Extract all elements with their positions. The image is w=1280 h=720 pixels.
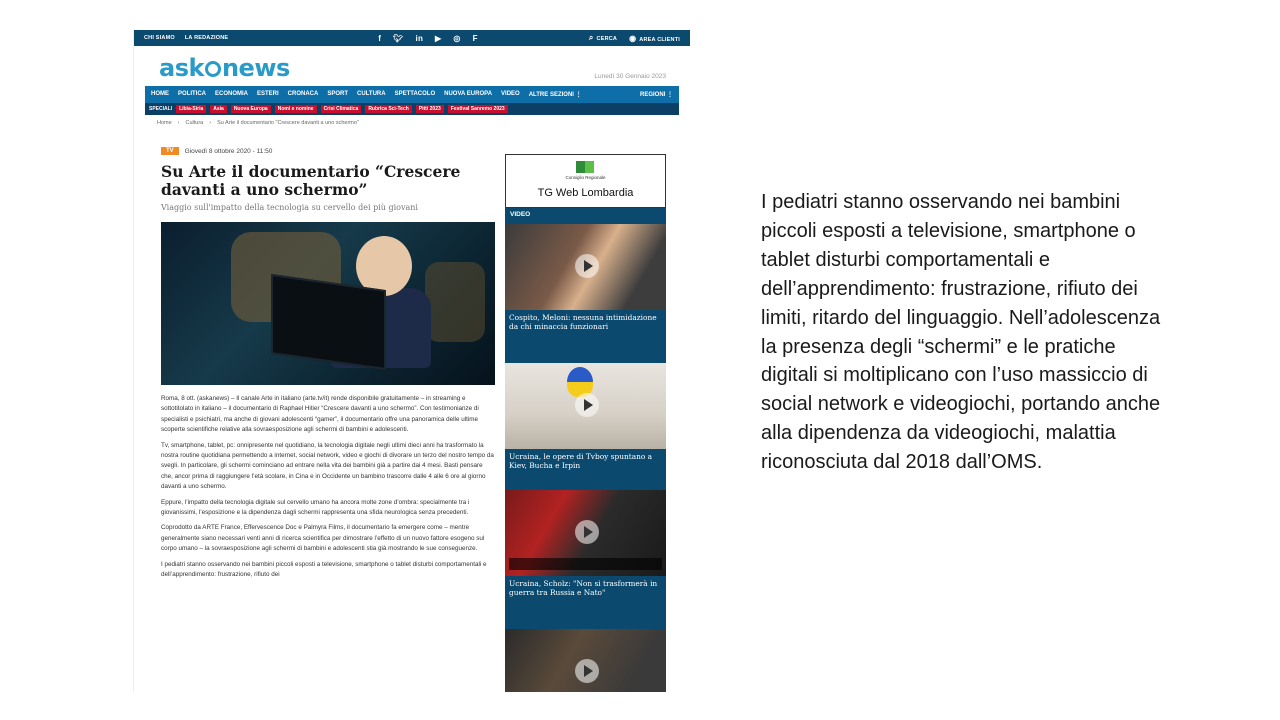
nav-item[interactable]: POLITICA <box>178 91 206 97</box>
video-caption[interactable]: Cospito, Meloni: nessuna intimidazione da chi minaccia funzionari <box>509 313 657 332</box>
video-card[interactable] <box>505 363 666 490</box>
askanews-logo[interactable]: ask news <box>159 54 290 82</box>
flipboard-icon[interactable]: F <box>472 33 478 43</box>
main-nav <box>145 86 679 103</box>
instagram-icon[interactable]: ◎ <box>453 33 461 43</box>
slide-body-text: I pediatri stanno osservando nei bambini piccoli esposti a televisione, smartphone o tablet disturbi comportamentali e dell’apprendimento: frustrazione, rifiuto dei limiti, ritardo del linguaggio. Nell’adolescenza la presenza degli “schermi” e le pratiche digitali si moltiplicano con l’uso massiccio di social network e videogiochi, portando anche alla dipendenza da videogiochi, malattia riconosciuta dal 2018 dall’OMS. <box>761 191 1161 474</box>
special-tag[interactable]: Asia <box>210 105 227 113</box>
play-icon[interactable] <box>575 254 599 278</box>
nav-item[interactable]: CRONACA <box>287 91 319 97</box>
category-badge[interactable]: TV <box>161 147 179 155</box>
regione-lombardia-logo <box>576 161 594 173</box>
article-body <box>161 394 496 581</box>
breadcrumb <box>157 120 690 126</box>
current-date: Lunedì 30 Gennaio 2023 <box>594 73 666 80</box>
nav-item[interactable]: ALTRE SEZIONI ⋮ <box>528 92 582 98</box>
article-paragraph: Eppure, l’impatto della tecnologia digitale sul cervello umano ha ancora molte zone d’ombra: specialmente tra i giovanissimi, l’esposizione e la dipendenza dagli schermi rappresenta una sfida neurologica senza precedenti. <box>161 498 470 517</box>
video-thumbnail[interactable] <box>505 224 666 310</box>
search-label: CERCA <box>596 36 618 42</box>
article-title: Su Arte il documentario “Crescere davanti a uno schermo” <box>161 162 461 199</box>
video-section-header: VIDEO <box>505 208 666 224</box>
breadcrumb-item: › <box>209 120 212 126</box>
special-bar <box>145 103 679 115</box>
special-tag[interactable]: Crisi Climatica <box>321 105 362 113</box>
nav-item[interactable]: NUOVA EUROPA <box>444 91 493 97</box>
nav-item[interactable]: SPORT <box>327 91 349 97</box>
breadcrumb-item[interactable]: Home <box>157 120 172 126</box>
special-tag[interactable]: Nomi e nomine <box>275 105 317 113</box>
tg-web-lombardia-banner[interactable] <box>505 154 666 208</box>
video-thumbnail[interactable] <box>505 363 666 449</box>
topbar-link-chi-siamo[interactable]: CHI SIAMO <box>144 35 175 41</box>
video-caption[interactable]: Ucraina, le opere di Tvboy spuntano a Kiev, Bucha e Irpin <box>509 452 653 471</box>
banner-title: TG Web Lombardia <box>537 187 634 199</box>
brand-row <box>134 46 690 86</box>
twitter-icon[interactable]: 🐦︎ <box>393 33 404 43</box>
article-date: Giovedì 8 ottobre 2020 - 11:50 <box>184 147 273 155</box>
special-tag[interactable]: Libia-Siria <box>176 105 206 113</box>
article-paragraph: Tv, smartphone, tablet, pc: onnipresente nel quotidiano, la tecnologia digitale negli ultimi dieci anni ha trasformato la nostra routine quotidiana permettendo a internet, social network, video e giochi di divorare un terzo del nostro tempo da svegli. In particolare, gli schermi cominciano ad entrare nella vita dei bambini già a partire dai 4 mesi. Basti pensare che, ancor prima di raggiungere l’età scolare, in Cina e in Occidente un bambino trascorre dalle 4 alle 6 ore al giorno davanti a uno schermo. <box>161 441 494 491</box>
article-photo <box>161 222 495 385</box>
special-tag[interactable]: Nuova Europa <box>231 105 271 113</box>
special-label: SPECIALI <box>149 106 173 112</box>
nav-item[interactable]: CULTURA <box>357 91 386 97</box>
article-paragraph: Coprodotto da ARTE France, Effervescence Doc e Palmyra Films, il documentario fa emergere come – mentre generalmente siano necessari venti anni di ricerca scientifica per dimostrare l’effetto di un nuovo fattore esogeno sul corpo umano – la sovraesposizione agli schermi di bambini e adolescenti stia già mostrando le sue conseguenze. <box>161 524 485 553</box>
breadcrumb-item: Su Arte il documentario "Crescere davanti a uno schermo" <box>217 120 359 126</box>
banner-org: Consiglio Regionale <box>565 175 606 180</box>
video-thumbnail[interactable] <box>505 629 666 692</box>
search-link[interactable] <box>589 33 617 43</box>
webpage-screenshot <box>133 30 690 692</box>
topbar-link-redazione[interactable]: LA REDAZIONE <box>184 35 229 41</box>
breadcrumb-item: › <box>177 120 180 126</box>
nav-item[interactable]: HOME <box>151 91 169 97</box>
video-thumbnail[interactable] <box>505 490 666 576</box>
user-icon: ◉ <box>629 33 637 43</box>
top-bar <box>134 30 690 46</box>
account-label: AREA CLIENTI <box>639 36 680 43</box>
play-icon[interactable] <box>575 520 599 544</box>
nav-item[interactable]: VIDEO <box>501 91 520 97</box>
sidebar <box>505 154 666 692</box>
linkedin-icon[interactable]: in <box>415 33 424 43</box>
search-icon: ⌕ <box>588 33 594 42</box>
video-card[interactable] <box>505 224 666 363</box>
nav-item[interactable]: SPETTACOLO <box>394 91 436 97</box>
special-tag[interactable]: Rubrica Sci-Tech <box>365 105 411 113</box>
special-tag[interactable]: Pitti 2023 <box>416 105 444 113</box>
nav-item[interactable]: ECONOMIA <box>215 91 248 97</box>
video-card[interactable] <box>505 629 666 692</box>
video-caption[interactable]: Ucraina, Scholz: "Non si trasformerà in guerra tra Russia e Nato" <box>509 579 658 598</box>
nav-item[interactable]: ESTERI <box>257 91 279 97</box>
play-icon[interactable] <box>575 393 599 417</box>
play-icon[interactable] <box>575 659 599 683</box>
account-link[interactable] <box>629 34 680 43</box>
article-paragraph: I pediatri stanno osservando nei bambini piccoli esposti a televisione, smartphone o tablet disturbi comportamentali e dell’apprendimento: frustrazione, rifiuto dei <box>161 560 487 579</box>
article-paragraph: Roma, 8 ott. (askanews) – Il canale Arte in italiano (arte.tv/it) rende disponibile gratuitamente – in streaming e sottotitolato in italiano – il documentario di Raphael Hitier “Crescere davanti a uno schermo”. Con testimonianze di specialisti e psichiatri, ma anche di giovani adolescenti “gamer”, il documentario offre una panoramica delle ultime scoperte scientifiche relative alla sovraesposizione agli schermi di bambini e adolescenti. <box>161 395 479 434</box>
article-subtitle: Viaggio sull'impatto della tecnologia su cervello dei più giovani <box>161 203 418 212</box>
article <box>161 147 496 586</box>
video-card[interactable] <box>505 490 666 629</box>
nav-regioni[interactable]: REGIONI ⋮ <box>639 92 673 98</box>
special-tag[interactable]: Festival Sanremo 2023 <box>448 105 508 113</box>
youtube-icon[interactable]: ▶ <box>435 33 442 43</box>
breadcrumb-item[interactable]: Cultura <box>185 120 204 126</box>
facebook-icon[interactable]: f <box>378 33 382 43</box>
